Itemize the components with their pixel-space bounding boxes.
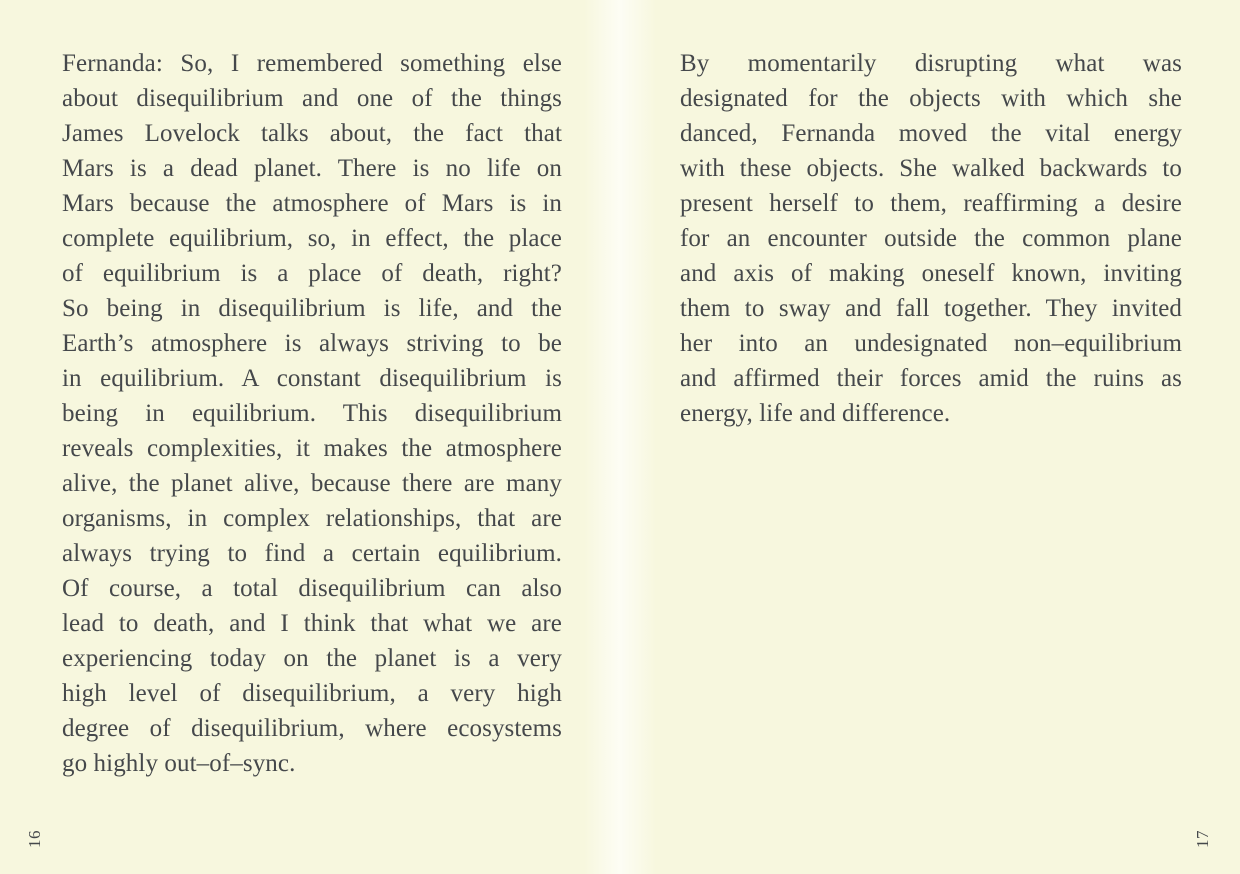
right-page-text-column: [680, 46, 1182, 431]
page-number-right: [1193, 830, 1213, 848]
text-line-content: danced, Fernanda moved the vital energy: [680, 120, 1182, 147]
text-line-content: with these objects. She walked backwards to: [680, 155, 1182, 182]
text-line: [680, 291, 1182, 326]
text-line: [62, 501, 562, 536]
text-line-content: always trying to find a certain equilibrium.: [62, 540, 562, 567]
text-line: [62, 431, 562, 466]
text-line-content: of equilibrium is a place of death, right?: [62, 260, 562, 287]
text-line-content: organisms, in complex relationships, that are: [62, 505, 562, 532]
page-number-left-value: 16: [25, 830, 44, 848]
text-line-content: Of course, a total disequilibrium can also: [62, 575, 562, 602]
text-line: [62, 396, 562, 431]
left-page-text-column: [62, 46, 562, 781]
text-line-content: being in equilibrium. This disequilibrium: [62, 400, 562, 427]
text-line-content: her into an undesignated non–equilibrium: [680, 330, 1182, 357]
text-line: [62, 361, 562, 396]
text-line: [62, 571, 562, 606]
text-line-content: present herself to them, reaffirming a desire: [680, 190, 1182, 217]
text-line: [62, 536, 562, 571]
text-line-content: degree of disequilibrium, where ecosystems: [62, 715, 562, 742]
text-line: [62, 606, 562, 641]
text-line-content: reveals complexities, it makes the atmosphere: [62, 435, 562, 462]
text-line: [62, 256, 562, 291]
text-line-content: energy, life and difference.: [680, 400, 951, 427]
text-line: [62, 291, 562, 326]
text-line-content: Earth’s atmosphere is always striving to be: [62, 330, 562, 357]
text-line-content: complete equilibrium, so, in effect, the place: [62, 225, 562, 252]
text-line: [62, 221, 562, 256]
text-line-content: designated for the objects with which she: [680, 85, 1182, 112]
text-line: [62, 326, 562, 361]
text-line: [62, 151, 562, 186]
text-line: [62, 116, 562, 151]
text-line: [680, 46, 1182, 81]
text-line: [680, 151, 1182, 186]
text-line-content: By momentarily disrupting what was: [680, 50, 1182, 77]
text-line-content: Mars is a dead planet. There is no life on: [62, 155, 562, 182]
text-line: [680, 361, 1182, 396]
text-line-content: about disequilibrium and one of the things: [62, 85, 562, 112]
text-line: [62, 81, 562, 116]
text-line: [680, 396, 1182, 431]
text-line-content: go highly out–of–sync.: [62, 750, 296, 777]
text-line-content: them to sway and fall together. They invited: [680, 295, 1182, 322]
text-line-content: Mars because the atmosphere of Mars is in: [62, 190, 562, 217]
text-line: [680, 186, 1182, 221]
page-number-left: [25, 830, 45, 848]
text-line: [62, 46, 562, 81]
text-line-content: James Lovelock talks about, the fact that: [62, 120, 562, 147]
text-line-content: Fernanda: So, I remembered something else: [62, 50, 562, 77]
text-line: [680, 326, 1182, 361]
text-line: [680, 221, 1182, 256]
text-line-content: lead to death, and I think that what we are: [62, 610, 562, 637]
page-gutter: [584, 0, 656, 874]
text-line: [62, 466, 562, 501]
page-number-right-value: 17: [1193, 830, 1212, 848]
text-line: [680, 116, 1182, 151]
text-line: [62, 186, 562, 221]
text-line-content: experiencing today on the planet is a very: [62, 645, 562, 672]
text-line: [62, 711, 562, 746]
text-line-content: alive, the planet alive, because there are many: [62, 470, 562, 497]
text-line-content: high level of disequilibrium, a very high: [62, 680, 562, 707]
text-line: [62, 746, 562, 781]
text-line: [62, 676, 562, 711]
text-line-content: for an encounter outside the common plane: [680, 225, 1182, 252]
text-line-content: in equilibrium. A constant disequilibrium is: [62, 365, 562, 392]
text-line: [680, 256, 1182, 291]
text-line: [680, 81, 1182, 116]
text-line: [62, 641, 562, 676]
text-line-content: and affirmed their forces amid the ruins as: [680, 365, 1182, 392]
text-line-content: So being in disequilibrium is life, and the: [62, 295, 562, 322]
text-line-content: and axis of making oneself known, inviting: [680, 260, 1182, 287]
